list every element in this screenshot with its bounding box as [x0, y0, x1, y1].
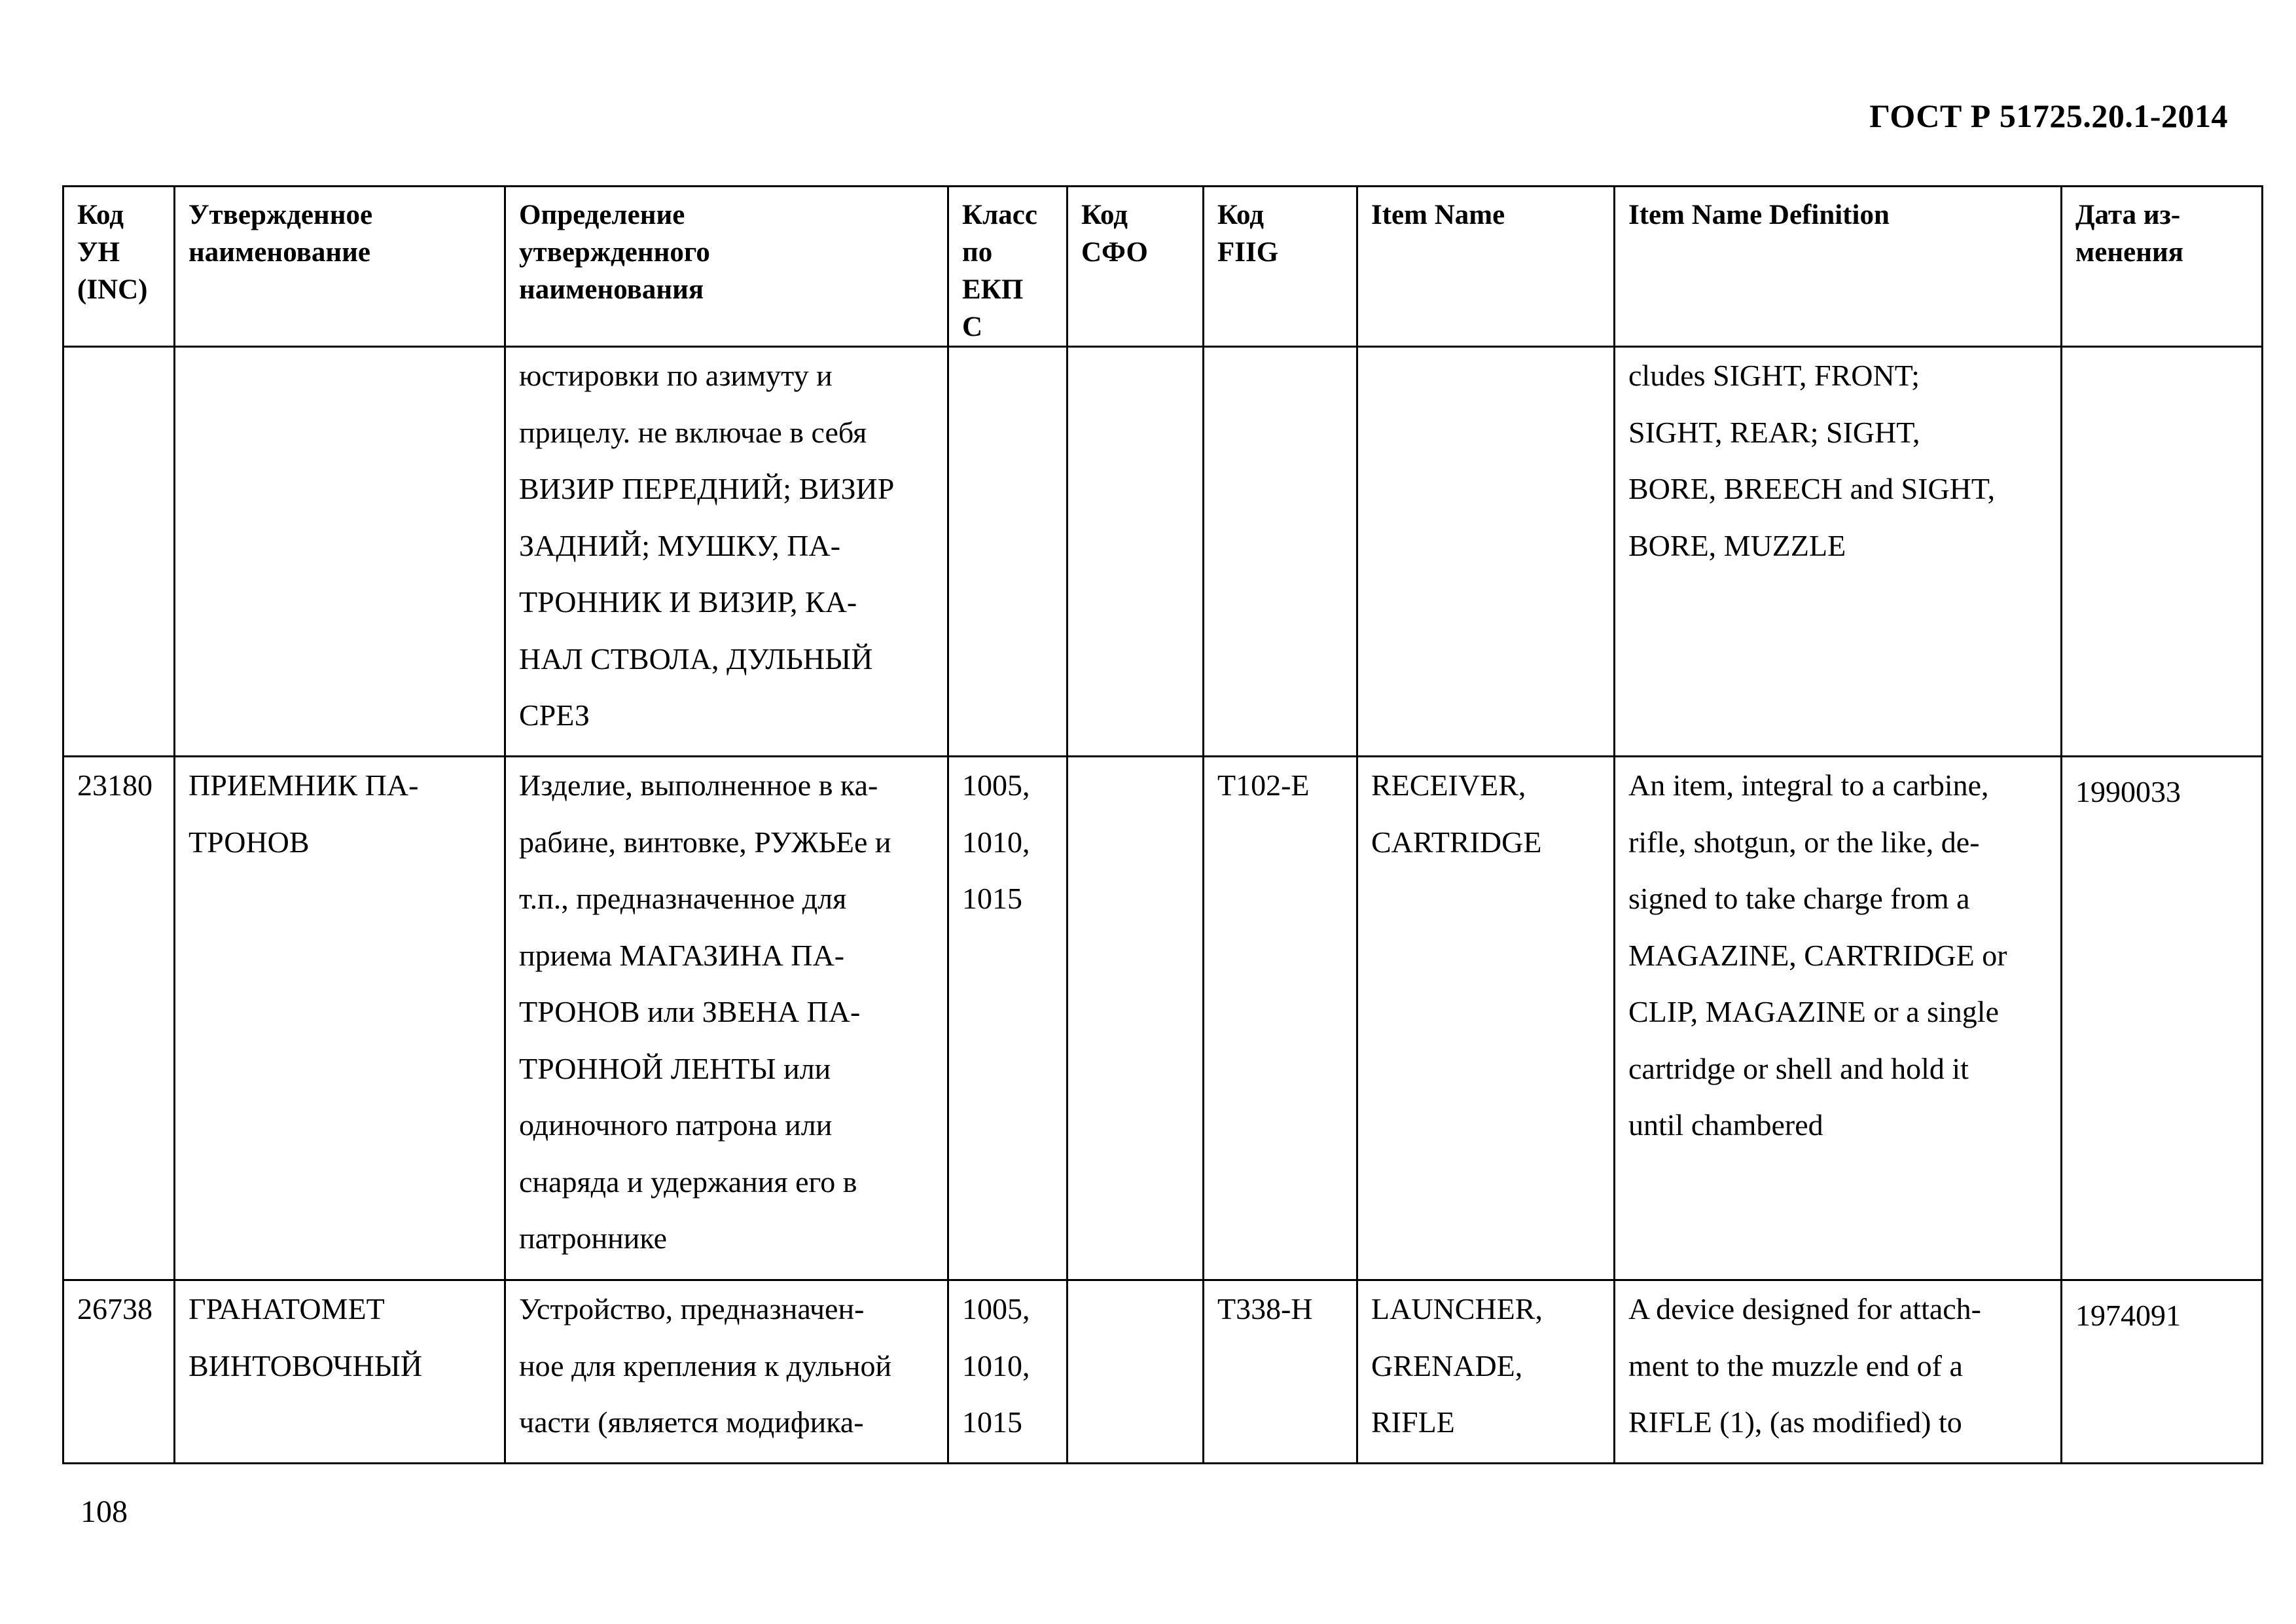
col-header-sfo [1067, 187, 1204, 347]
cell-line: ТРОННОЙ ЛЕНТЫ или [519, 1051, 831, 1085]
cell-line: 1015 [962, 882, 1022, 915]
cell-line: Утвержденное [188, 200, 373, 230]
cell-line: Дата из- [2075, 200, 2181, 230]
cell-line: приема МАГАЗИНА ПА- [519, 938, 845, 972]
cell-line: T338-H [1217, 1292, 1313, 1326]
cell-line: 1010, [962, 1348, 1030, 1382]
cell-line: Item Name Definition [1628, 200, 1890, 230]
cell-line: until chambered [1628, 1108, 1823, 1142]
item-name-cell [1357, 1280, 1615, 1464]
cell-line: Код [1217, 200, 1265, 230]
cell-line: CARTRIDGE [1371, 825, 1542, 859]
table-row [63, 347, 2263, 757]
cell-line: BORE, BREECH and SIGHT, [1628, 472, 1996, 505]
cell-line: Класс [962, 200, 1037, 230]
cell-line: Item Name [1371, 200, 1505, 230]
class-cell [948, 757, 1067, 1280]
fiig-cell [1204, 757, 1357, 1280]
cell-line: рабине, винтовке, РУЖЬЕе и [519, 825, 891, 859]
cell-line: прицелу. не включае в себя [519, 415, 867, 449]
cell-line: ment to the muzzle end of a [1628, 1348, 1963, 1382]
cell-line: ТРОНОВ или ЗВЕНА ПА- [519, 995, 861, 1028]
col-header-code [63, 187, 175, 347]
item-definition-cell [1615, 347, 2062, 757]
cell-line: утвержденного [519, 237, 710, 268]
table-row [63, 1280, 2263, 1464]
cell-line: cartridge or shell and hold it [1628, 1051, 1969, 1085]
cell-line: 1005, [962, 1292, 1030, 1326]
code-cell [63, 347, 175, 757]
cell-line: наименования [519, 274, 704, 305]
date-cell: 1990033 [2062, 757, 2263, 1280]
item-name-cell [1357, 757, 1615, 1280]
name-cell [175, 347, 505, 757]
name-cell [175, 757, 505, 1280]
cell-line: ЗАДНИЙ; МУШКУ, ПА- [519, 528, 841, 562]
cell-line: ное для крепления к дульной [519, 1348, 892, 1382]
sfo-cell [1067, 347, 1204, 757]
cell-line: 1015 [962, 1405, 1022, 1439]
cell-line: RIFLE [1371, 1405, 1455, 1439]
item-name-cell [1357, 347, 1615, 757]
cell-line: ВИНТОВОЧНЫЙ [188, 1348, 423, 1382]
cell-line: наименование [188, 237, 370, 268]
cell-line: A device designed for attach- [1628, 1292, 1981, 1326]
table-header-row [63, 187, 2263, 347]
name-cell [175, 1280, 505, 1464]
cell-line: Устройство, предназначен- [519, 1292, 865, 1326]
gost-data-table [62, 185, 2263, 1464]
cell-line: signed to take charge from a [1628, 882, 1970, 915]
cell-line: 1005, [962, 768, 1030, 802]
cell-line: ТРОННИК И ВИЗИР, КА- [519, 585, 857, 619]
date-cell: 1974091 [2062, 1280, 2263, 1464]
document-title: ГОСТ Р 51725.20.1-2014 [1869, 98, 2228, 134]
cell-line: SIGHT, REAR; SIGHT, [1628, 415, 1920, 449]
cell-line: юстировки по азимуту и [519, 359, 833, 392]
cell-line: RIFLE (1), (as modified) to [1628, 1405, 1962, 1439]
cell-line: одиночного патрона или [519, 1108, 833, 1142]
definition-cell [505, 347, 948, 757]
code-cell [63, 1280, 175, 1464]
definition-cell [505, 1280, 948, 1464]
class-cell [948, 1280, 1067, 1464]
cell-line: менения [2075, 237, 2184, 268]
item-definition-cell [1615, 757, 2062, 1280]
date-cell [2062, 347, 2263, 757]
cell-line: MAGAZINE, CARTRIDGE or [1628, 938, 2007, 972]
cell-line: части (является модифика- [519, 1405, 864, 1439]
cell-line: 23180 [77, 768, 152, 802]
cell-line: Код [77, 200, 124, 230]
table-row [63, 757, 2263, 1280]
cell-line: УН [77, 237, 120, 268]
cell-line: BORE, MUZZLE [1628, 528, 1846, 562]
cell-line: Код [1081, 200, 1128, 230]
cell-line: cludes SIGHT, FRONT; [1628, 359, 1920, 392]
cell-line: ПРИЕМНИК ПА- [188, 768, 419, 802]
cell-line: rifle, shotgun, or the like, de- [1628, 825, 1980, 859]
fiig-cell [1204, 1280, 1357, 1464]
cell-line: RECEIVER, [1371, 768, 1526, 802]
cell-line: СФО [1081, 237, 1148, 268]
cell-line: Изделие, выполненное в ка- [519, 768, 878, 802]
page-number: 108 [81, 1494, 128, 1529]
cell-line: патроннике [519, 1221, 667, 1255]
col-header-fiig [1204, 187, 1357, 347]
cell-line: An item, integral to a carbine, [1628, 768, 1989, 802]
cell-line: т.п., предназначенное для [519, 882, 847, 915]
col-header-item-name [1357, 187, 1615, 347]
cell-line: С [962, 312, 983, 342]
cell-line: T102-E [1217, 768, 1310, 802]
cell-line: СРЕЗ [519, 698, 590, 732]
cell-line: по [962, 237, 993, 268]
cell-line: ВИЗИР ПЕРЕДНИЙ; ВИЗИР [519, 472, 895, 505]
cell-line: (INC) [77, 274, 148, 305]
col-header-date [2062, 187, 2263, 347]
cell-line: снаряда и удержания его в [519, 1164, 857, 1199]
col-header-item-definition [1615, 187, 2062, 347]
sfo-cell [1067, 757, 1204, 1280]
cell-line: 1010, [962, 825, 1030, 859]
cell-line: НАЛ СТВОЛА, ДУЛЬНЫЙ [519, 641, 873, 676]
cell-line: CLIP, MAGAZINE or a single [1628, 995, 1999, 1028]
definition-cell [505, 757, 948, 1280]
col-header-name [175, 187, 505, 347]
cell-line: ТРОНОВ [188, 825, 310, 859]
cell-line: LAUNCHER, [1371, 1292, 1543, 1326]
sfo-cell [1067, 1280, 1204, 1464]
code-cell [63, 757, 175, 1280]
col-header-class [948, 187, 1067, 347]
cell-line: ГРАНАТОМЕТ [188, 1292, 385, 1326]
fiig-cell [1204, 347, 1357, 757]
cell-line: ЕКП [962, 274, 1024, 305]
cell-line: FIIG [1217, 237, 1279, 268]
item-definition-cell [1615, 1280, 2062, 1464]
col-header-definition [505, 187, 948, 347]
cell-line: 26738 [77, 1292, 152, 1326]
cell-line: GRENADE, [1371, 1348, 1523, 1382]
cell-line: Определение [519, 200, 685, 230]
class-cell [948, 347, 1067, 757]
